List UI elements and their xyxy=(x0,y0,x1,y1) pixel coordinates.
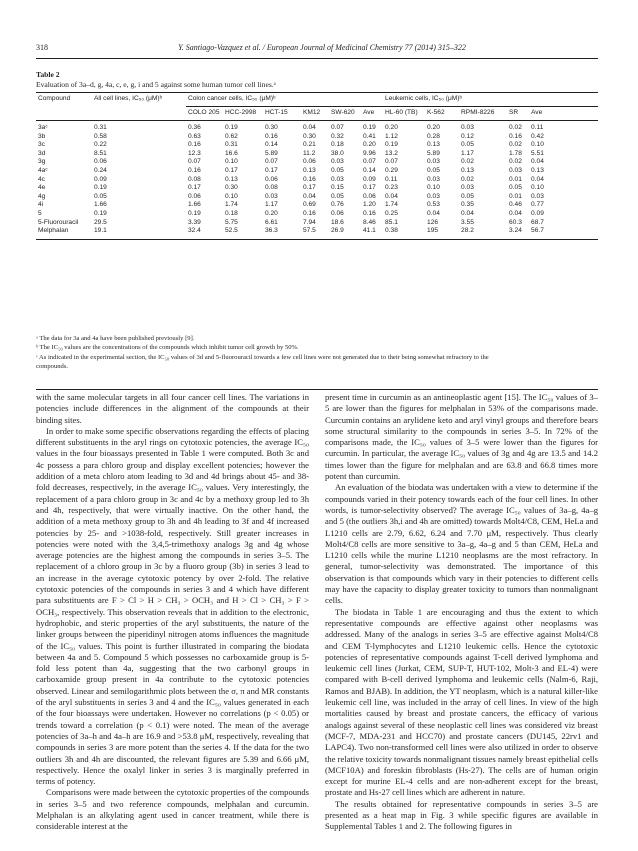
value-cell: 9.96 xyxy=(363,149,376,157)
compound-cell: 3b xyxy=(38,132,46,140)
table-row xyxy=(36,150,598,159)
value-cell: 0.11 xyxy=(531,124,544,131)
value-cell: 0.02 xyxy=(461,175,474,183)
value-cell: 0.16 xyxy=(303,209,316,217)
value-cell: 0.19 xyxy=(225,124,238,131)
value-cell: 1.74 xyxy=(385,201,398,209)
value-cell: 0.05 xyxy=(461,192,474,200)
compound-cell: 3g xyxy=(38,158,46,166)
value-cell: 0.46 xyxy=(509,201,522,209)
compound-cell: 3d xyxy=(38,149,46,157)
value-cell: 0.53 xyxy=(427,201,440,209)
value-cell: 32.4 xyxy=(186,227,223,239)
value-cell: 0.38 xyxy=(383,227,425,239)
value-cell: 0.01 xyxy=(509,175,522,183)
sub-header-row xyxy=(36,107,598,121)
value-cell: 0.10 xyxy=(531,141,544,149)
value-cell: 0.10 xyxy=(427,184,440,192)
value-cell: 0.13 xyxy=(531,166,544,174)
footnote: ᵃ The data for 3a and 4a have been published previously [9]. xyxy=(36,335,195,342)
value-cell: 0.19 xyxy=(94,209,107,217)
body-paragraph: The biodata in Table 1 are encouraging and thus the extent to which representative compounds are effective against other neoplasms was addressed. Many of the analogs in series 3–5 are effective against Molt4/C8 and CEM T-lymphocytes and L1210 leukemic cells. Hence the cytotoxic potencies of representative compounds against T-cell derived lymphoma and leukemic cell lines (Jurkat, CEM, SUP-T, HUT-102, Molt-3 and EL-4) were compared with B-cell derived lymphoma and leukemic cells (Nalm-6, Raji, Ramos and BJAB). In addition, the YT neoplasm, which is a natural killer-like leukemic cell line, was included in the array of cell lines. In view of the high mortalities caused by breast and prostate cancers, the efficacy of various analogs against several of these neoplastic cell lines was considered viz breast (MCF-7, MDA-231 and HCC70) and prostate cancers (DU145, 22rv1 and LAPC4). Two non-transformed cell lines were also utilized in order to observe the relative toxicity towards nonmalignant tissues namely breast epithelial cells (MCF10A) and foreskin fibroblasts (Hs-27). The cells are of human origin except for murine EL-4 cells and are non-adherent except for the breast, prostate and Hs-27 cell lines which are adherent in nature. xyxy=(325,606,598,798)
value-cell: 0.04 xyxy=(427,209,440,217)
value-cell: 0.31 xyxy=(225,141,238,149)
body-paragraph: Comparisons were made between the cytotoxic properties of the compounds in series 3–5 and two reference compounds, melphalan and curcumin. Melphalan is an alkylating agent used in cancer treatment, while there is considerable interest at the xyxy=(36,787,309,832)
value-cell: 1.17 xyxy=(461,149,474,157)
value-cell: 0.17 xyxy=(363,184,376,192)
section-rule xyxy=(36,389,598,390)
compound-cell: 4g xyxy=(38,192,46,200)
footnote: ᵇ The IC₅₀ values are the concentrations of the compounds which inhibit tumor cell growth by 50%. xyxy=(36,344,299,352)
value-cell: 0.06 xyxy=(94,158,107,166)
value-cell: 0.16 xyxy=(188,141,201,149)
value-cell: 12.3 xyxy=(188,149,201,157)
value-cell: 0.28 xyxy=(427,132,440,140)
value-cell: 0.04 xyxy=(531,175,544,183)
value-cell: 0.42 xyxy=(531,132,544,140)
value-cell: 0.17 xyxy=(303,184,316,192)
compound-cell: 5 xyxy=(38,209,42,217)
table-caption xyxy=(36,70,276,90)
value-cell: 0.01 xyxy=(509,192,522,200)
value-cell: 56.7 xyxy=(529,227,598,239)
value-cell: 0.30 xyxy=(265,124,278,131)
value-cell: 8.46 xyxy=(363,218,376,226)
compound-cell: 3aᶜ xyxy=(38,124,48,131)
value-cell: 0.03 xyxy=(427,175,440,183)
value-cell: 18.6 xyxy=(331,218,344,226)
value-cell: 0.20 xyxy=(363,141,376,149)
value-cell: 0.21 xyxy=(303,141,316,149)
value-cell: 0.04 xyxy=(385,192,398,200)
body-column-right xyxy=(325,392,598,842)
sub-header-cell: HCC-2998 xyxy=(223,107,263,121)
value-cell: 0.76 xyxy=(331,201,344,209)
sub-header-cell: SW-620 xyxy=(329,107,361,121)
value-cell: 1.78 xyxy=(509,149,522,157)
value-cell: 0.03 xyxy=(427,158,440,166)
value-cell: 26.9 xyxy=(329,227,361,239)
value-cell: 0.20 xyxy=(427,124,440,131)
value-cell: 0.03 xyxy=(461,184,474,192)
table-row xyxy=(36,176,598,185)
value-cell: 0.07 xyxy=(265,158,278,166)
header-colon-group: Colon cancer cells, IC₅₀ (μM)ᵇ xyxy=(186,93,383,107)
value-cell: 57.5 xyxy=(301,227,329,239)
body-paragraph: In order to make some specific observations regarding the effects of placing different substituents in the aryl rings on cytotoxic potencies, the average IC₅₀ values in the four bioassays presented in Table 1 were computed. Both 3c and 4c possess a para chloro group and display excellent potencies; however the addition of a meta chloro atom leading to 3d and 4d brings about 45- and 38-fold decreases, respectively, in the average IC₅₀ values. Very interestingly, the replacement of a para chloro group in 3c and 4c by a methoxy group led to 3h and 4h, respectively, that were virtually inactive. On the other hand, the addition of a meta methoxy group to 3h and 4h leading to 3f and 4f increased potencies by 25- and >1038-fold, respectively. Still greater increases in potencies were noted with the 3,4,5-trimethoxy analogs 3g and 4g whose average potencies are the highest among the compounds in series 3–5. The replacement of a chloro group in 3c by a fluoro group (3b) in series 3 lead to an increase in the average cytotoxic potency by over 2-fold. The relative cytotoxic potencies of the compounds in series 3 and 4 which have different para substituents are F > Cl > H > CH₃ > OCH₃ and H > Cl > CH₃ > F > OCH₃, respectively. This observation reveals that in addition to the electronic, hydrophobic, and steric properties of the aryl substituents, the nature of the linker groups between the piperidinyl nitrogen atoms influences the magnitude of the IC₅₀ values. This point is further illustrated in comparing the biodata between 4a and 5. Compound 5 which possesses no carboxamide group is 5-fold less potent than 4a, suggesting that the two carbonyl groups in carboxamide group present in 4a contribute to the cytotoxic potencies observed. Linear and semilogarithmic plots between the σ, π and MR constants of the aryl substituents in series 3 and 4 and the IC₅₀ values generated in each of the four bioassays were undertaken. However no correlations (p < 0.05) or trends toward a correlation (p < 0.1) were noted. The mean of the average potencies of 3a–h and 4a–h are 16.9 and >53.8 μM, respectively, revealing that compounds in series 3 are more potent than the series 4. If the data for the two outliers 3h and 4h are discounted, the relevant figures are 5.39 and 6.66 μM, respectively. Hence the oxalyl linker in series 3 is marginally preferred in terms of potency. xyxy=(36,425,309,787)
header-rule xyxy=(36,58,598,59)
value-cell: 0.04 xyxy=(303,192,316,200)
value-cell: 60.3 xyxy=(509,218,522,226)
value-cell: 1.12 xyxy=(385,132,398,140)
value-cell: 0.19 xyxy=(188,209,201,217)
body-paragraph: with the same molecular targets in all four cancer cell lines. The variations in potencies include differences in the alignment of the compounds at their binding sites. xyxy=(36,392,309,425)
sub-header-cell: KM12 xyxy=(301,107,329,121)
value-cell: 0.20 xyxy=(385,124,398,131)
value-cell: 0.03 xyxy=(509,166,522,174)
value-cell: 0.35 xyxy=(461,201,474,209)
value-cell: 0.13 xyxy=(427,141,440,149)
compound-cell: 4aᶜ xyxy=(38,166,48,174)
value-cell: 68.7 xyxy=(531,218,544,226)
value-cell: 0.04 xyxy=(531,158,544,166)
value-cell: 0.16 xyxy=(188,166,201,174)
value-cell: 0.16 xyxy=(509,132,522,140)
header-all-cell-lines: All cell lines, IC₅₀ (μM)ᵇ xyxy=(92,93,186,107)
value-cell: 0.13 xyxy=(303,166,316,174)
table-row xyxy=(36,121,598,133)
value-cell: 0.03 xyxy=(531,192,544,200)
value-cell: 0.02 xyxy=(461,158,474,166)
value-cell: 5.89 xyxy=(265,149,278,157)
value-cell: 0.04 xyxy=(303,124,316,131)
footnote: compounds. xyxy=(36,363,69,371)
value-cell: 0.69 xyxy=(303,201,316,209)
table-row xyxy=(36,193,598,202)
value-cell: 0.07 xyxy=(188,158,201,166)
value-cell: 0.10 xyxy=(225,192,238,200)
value-cell: 0.24 xyxy=(94,166,107,174)
value-cell: 6.61 xyxy=(265,218,278,226)
table-row xyxy=(36,184,598,193)
value-cell: 0.14 xyxy=(363,166,376,174)
value-cell: 0.06 xyxy=(265,175,278,183)
value-cell: 0.08 xyxy=(265,184,278,192)
value-cell: 0.03 xyxy=(427,192,440,200)
value-cell: 0.09 xyxy=(94,175,107,183)
value-cell: 0.23 xyxy=(385,184,398,192)
value-cell: 0.09 xyxy=(363,175,376,183)
value-cell: 13.2 xyxy=(385,149,398,157)
value-cell: 41.1 xyxy=(361,227,383,239)
value-cell: 0.77 xyxy=(531,201,544,209)
sub-header-cell: COLO 205 xyxy=(186,107,223,121)
sub-header-cell: SR xyxy=(507,107,529,121)
compound-cell: Melphalan xyxy=(36,227,92,239)
table-row xyxy=(36,201,598,210)
sub-header-cell: HL-60 (TB) xyxy=(383,107,425,121)
value-cell: 29.5 xyxy=(94,218,107,226)
header-leukemic-group: Leukemic cells, IC₅₀ (μM)ᵇ xyxy=(383,93,598,107)
value-cell: 0.05 xyxy=(331,166,344,174)
value-cell: 0.04 xyxy=(509,209,522,217)
value-cell: 0.06 xyxy=(188,192,201,200)
sub-header-cell: HCT-15 xyxy=(263,107,301,121)
table-row xyxy=(36,167,598,176)
value-cell: 126 xyxy=(427,218,439,226)
table-row xyxy=(36,158,598,167)
value-cell: 0.25 xyxy=(385,209,398,217)
sub-header-cell: Ave xyxy=(361,107,383,121)
value-cell: 3.24 xyxy=(507,227,529,239)
value-cell: 0.12 xyxy=(461,132,474,140)
value-cell: 0.09 xyxy=(531,209,544,217)
compound-cell: 3c xyxy=(38,141,45,149)
page-number: 318 xyxy=(36,42,48,52)
value-cell: 3.55 xyxy=(461,218,474,226)
value-cell: 0.58 xyxy=(94,132,107,140)
value-cell: 0.19 xyxy=(385,141,398,149)
value-cell: 0.06 xyxy=(303,158,316,166)
compound-cell: 4i xyxy=(38,201,44,209)
sub-header-cell: K-562 xyxy=(425,107,459,121)
value-cell: 52.5 xyxy=(223,227,263,239)
value-cell: 1.17 xyxy=(265,201,278,209)
value-cell: 0.05 xyxy=(331,192,344,200)
value-cell: 0.03 xyxy=(331,158,344,166)
value-cell: 7.94 xyxy=(303,218,316,226)
compound-cell: 4e xyxy=(38,184,46,192)
value-cell: 0.16 xyxy=(303,175,316,183)
footnote: ᶜ As indicated in the experimental section, the IC₅₀ values of 3d and 5-fluorouracil towards a few cell lines were not generated due to their being somewhat refractory to the xyxy=(36,353,489,361)
body-paragraph: An evaluation of the biodata was undertaken with a view to determine if the compounds varied in their potency towards each of the four cell lines. In other words, is tumor-selectivity observed? The average IC₅₀ values of 3a–g, 4a–g and 5 (the outliers 3h,i and 4h are omitted) towards Molt4/C8, CEM, HeLa and L1210 cells are 2.79, 6.62, 6.24 and 7.70 μM, respectively. Thus clearly Molt4/C8 cells are more sensitive to 3a–g, 4a–g and 5 than CEM, HeLa and L1210 cells while the murine L1210 neoplasms are the most refractory. In general, tumor-selectivity was demonstrated. The importance of this observation is that compounds which vary in their potencies to different cells may have the capacity to display greater toxicity to tumors than nonmalignant cells. xyxy=(325,482,598,606)
value-cell: 36.3 xyxy=(263,227,301,239)
value-cell: 0.02 xyxy=(509,124,522,131)
value-cell: 0.30 xyxy=(225,184,238,192)
ic50-table xyxy=(36,92,598,240)
value-cell: 28.2 xyxy=(459,227,507,239)
value-cell: 0.05 xyxy=(427,166,440,174)
table-body xyxy=(36,121,598,240)
value-cell: 0.16 xyxy=(363,209,376,217)
table-title: Evaluation of 3a–d, g, 4a, c, e, g, i and 5 against some human tumor cell lines.ᵃ xyxy=(36,80,276,89)
value-cell: 3.39 xyxy=(188,218,201,226)
table-row xyxy=(36,227,598,239)
sub-header-cell: RPMI-8226 xyxy=(459,107,507,121)
value-cell: 0.20 xyxy=(265,209,278,217)
value-cell: 0.36 xyxy=(188,124,201,131)
table-row xyxy=(36,141,598,150)
value-cell: 0.14 xyxy=(265,141,278,149)
table-row xyxy=(36,210,598,219)
value-cell: 0.11 xyxy=(385,175,398,183)
table-row xyxy=(36,219,598,228)
journal-citation: Y. Santiago-Vazquez et al. / European Journal of Medicinal Chemistry 77 (2014) 315–322 xyxy=(178,42,466,52)
value-cell: 0.05 xyxy=(94,192,107,200)
value-cell: 1.20 xyxy=(363,201,376,209)
value-cell: 0.02 xyxy=(509,158,522,166)
value-cell: 0.02 xyxy=(509,141,522,149)
running-header xyxy=(36,40,598,54)
value-cell: 0.22 xyxy=(94,141,107,149)
value-cell: 0.18 xyxy=(331,141,344,149)
compound-cell: 4c xyxy=(38,175,45,183)
value-cell: 16.6 xyxy=(225,149,238,157)
value-cell: 0.15 xyxy=(331,184,344,192)
value-cell: 19.1 xyxy=(92,227,186,239)
value-cell: 0.32 xyxy=(331,132,344,140)
value-cell: 1.66 xyxy=(94,201,107,209)
value-cell: 8.51 xyxy=(94,149,107,157)
value-cell: 38.0 xyxy=(331,149,344,157)
value-cell: 0.13 xyxy=(225,175,238,183)
value-cell: 0.04 xyxy=(461,209,474,217)
value-cell: 0.63 xyxy=(188,132,201,140)
value-cell: 0.41 xyxy=(363,132,376,140)
value-cell: 0.06 xyxy=(363,192,376,200)
value-cell: 0.18 xyxy=(225,209,238,217)
sub-header-cell: Ave xyxy=(529,107,598,121)
value-cell: 0.19 xyxy=(363,124,376,131)
value-cell: 0.13 xyxy=(461,166,474,174)
value-cell: 0.30 xyxy=(303,132,316,140)
value-cell: 0.03 xyxy=(461,124,474,131)
value-cell: 0.07 xyxy=(385,158,398,166)
value-cell: 0.17 xyxy=(225,166,238,174)
value-cell: 0.19 xyxy=(94,184,107,192)
value-cell: 0.10 xyxy=(531,184,544,192)
value-cell: 85.1 xyxy=(385,218,398,226)
value-cell: 195 xyxy=(425,227,459,239)
value-cell: 0.07 xyxy=(363,158,376,166)
header-compound: Compound xyxy=(36,93,92,107)
body-paragraph: The results obtained for representative compounds in series 3–5 are presented as a heat map in Fig. 3 while specific figures are available in Supplemental Tables 1 and 2. The following figures in xyxy=(325,798,598,832)
value-cell: 0.17 xyxy=(188,184,201,192)
value-cell: 5.89 xyxy=(427,149,440,157)
body-paragraph: present time in curcumin as an antineoplastic agent [15]. The IC₅₀ values of 3–5 are lower than the figures for melphalan in 53% of the comparisons made. Curcumin contains an arylidene keto and aryl vinyl groups and therefore bears some structural similarity to the compounds in series 3–5. In 72% of the comparisons made, the IC₅₀ values of 3–5 were lower than the figures for curcumin. In particular, the average IC₅₀ values of 3g and 4g are 13.5 and 14.2 times lower than the figure for melphalan and are 63.8 and 66.8 times more potent than curcumin. xyxy=(325,392,598,482)
value-cell: 0.05 xyxy=(509,184,522,192)
value-cell: 0.07 xyxy=(331,124,344,131)
body-column-left xyxy=(36,392,309,842)
compound-cell: 5-Fluorouracil xyxy=(38,218,79,226)
value-cell: 0.06 xyxy=(331,209,344,217)
value-cell: 0.16 xyxy=(265,132,278,140)
value-cell: 1.74 xyxy=(225,201,238,209)
value-cell: 11.2 xyxy=(303,149,316,157)
value-cell: 0.62 xyxy=(225,132,238,140)
value-cell: 1.66 xyxy=(188,201,201,209)
table-label: Table 2 xyxy=(36,70,60,79)
value-cell: 0.31 xyxy=(94,124,107,131)
table-footnotes xyxy=(36,334,598,372)
value-cell: 0.03 xyxy=(331,175,344,183)
value-cell: 0.10 xyxy=(225,158,238,166)
value-cell: 5.51 xyxy=(531,149,544,157)
table-row xyxy=(36,133,598,142)
value-cell: 0.03 xyxy=(265,192,278,200)
value-cell: 0.29 xyxy=(385,166,398,174)
value-cell: 0.17 xyxy=(265,166,278,174)
value-cell: 0.08 xyxy=(188,175,201,183)
value-cell: 0.05 xyxy=(461,141,474,149)
value-cell: 5.75 xyxy=(225,218,238,226)
